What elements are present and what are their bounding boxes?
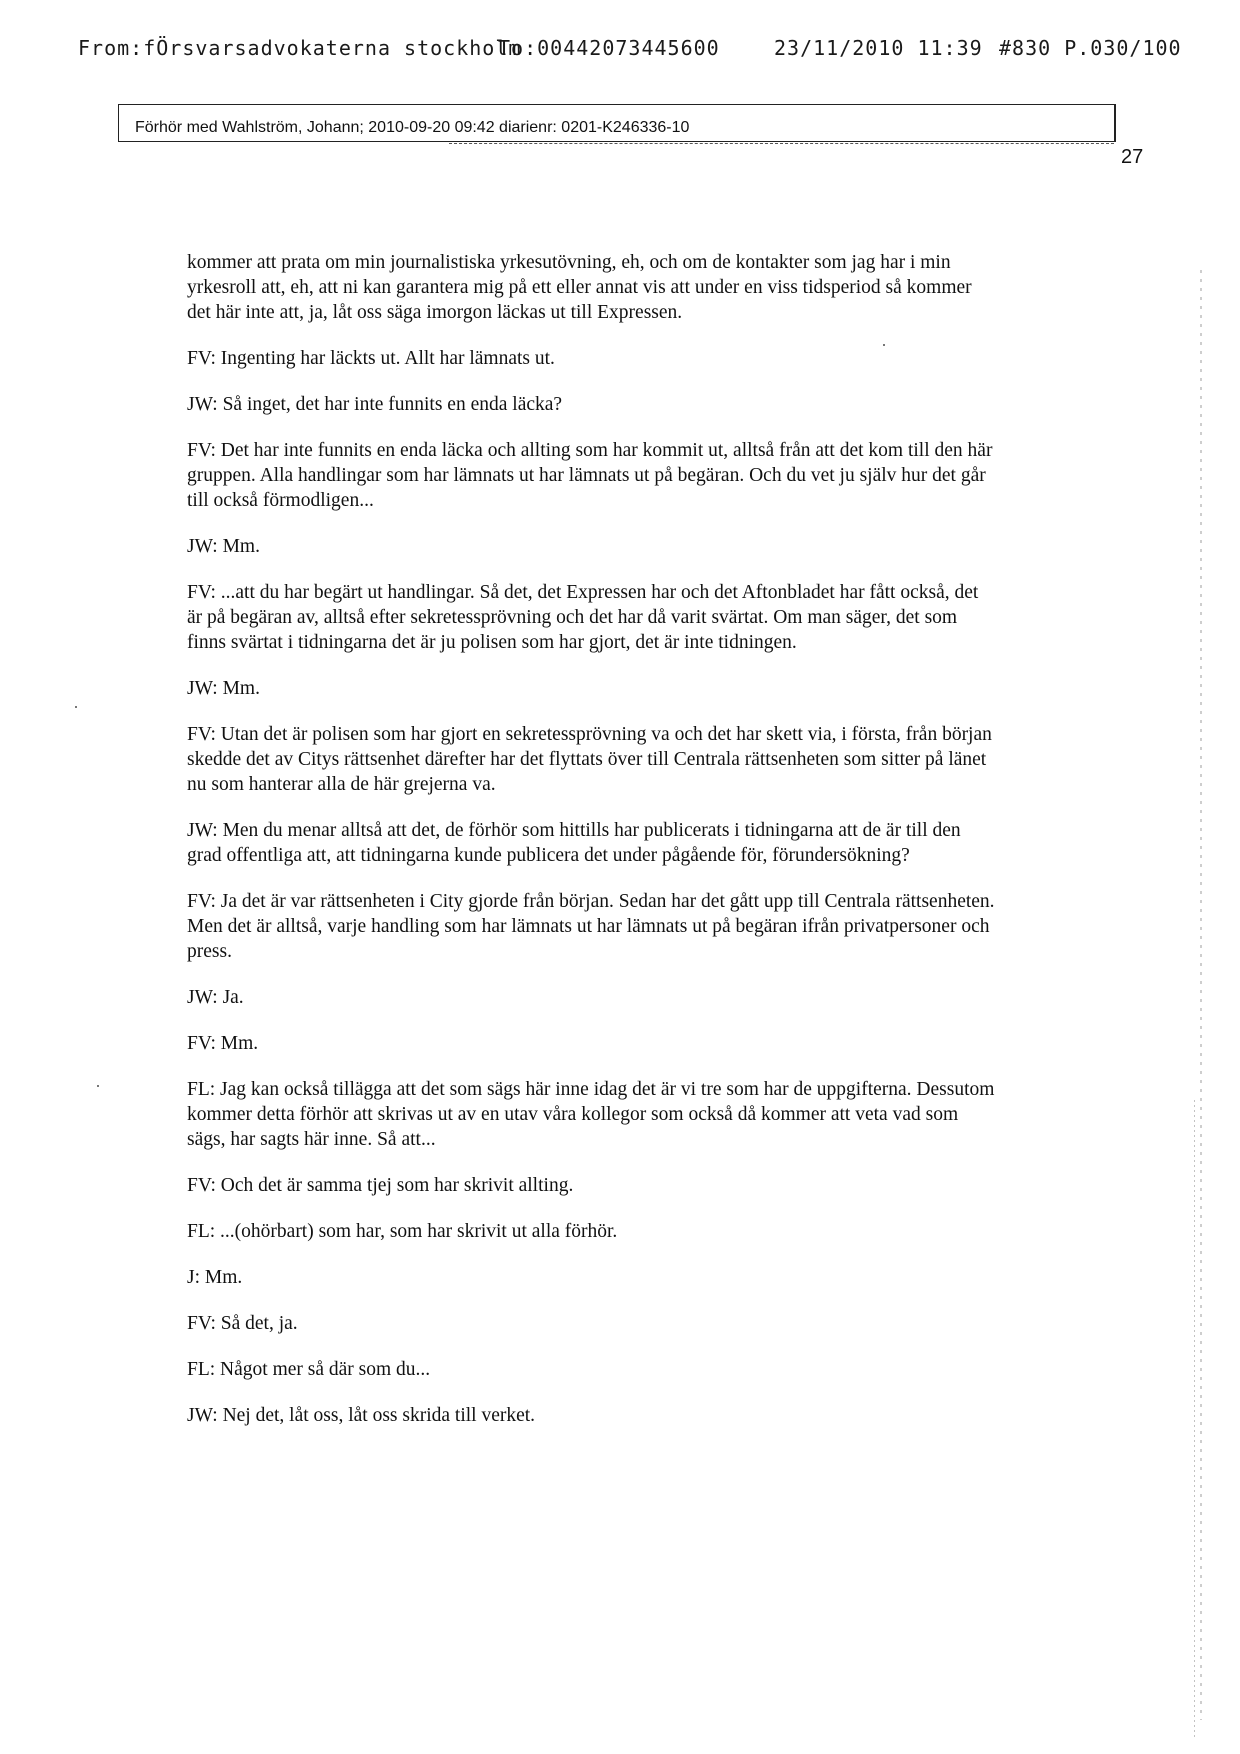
fax-datetime: 23/11/2010 11:39 (774, 36, 983, 60)
transcript-paragraph: FL: Något mer så där som du... (187, 1359, 431, 1380)
scan-speck (75, 706, 77, 708)
transcript-paragraph: JW: Mm. (187, 678, 260, 699)
fax-page-counter: #830 P.030/100 (999, 36, 1182, 60)
scan-margin-trace-secondary (1194, 1100, 1195, 1740)
transcript-paragraph: FV: ...att du har begärt ut handlingar. Så det, det Expressen har och det Aftonbladet har fått också, det är på begäran av, alltså efter sekretessprövning och det har då varit svärtat. Om man säger, det som finns svärtat i tidningarna det är ju polisen som har gjort, det är inte tidningen. (187, 582, 979, 653)
transcript-paragraph: FV: Utan det är polisen som har gjort en sekretessprövning va och det har skett via, i första, från början skedde det av Citys rättsenhet därefter har det flyttats över till Centrala rättsenheten som sitter på länet nu som hanterar alla de här grejerna va. (187, 724, 992, 795)
transcript-paragraph: JW: Nej det, låt oss, låt oss skrida till verket. (187, 1405, 536, 1426)
header-dashed-rule (449, 143, 1114, 144)
transcript-paragraph: FV: Så det, ja. (187, 1313, 298, 1334)
transcript-paragraph: J: Mm. (187, 1267, 243, 1288)
transcript-paragraph: FL: ...(ohörbart) som har, som har skrivit ut alla förhör. (187, 1221, 618, 1242)
scan-speck (883, 344, 885, 346)
transcript-paragraph: FV: Det har inte funnits en enda läcka och allting som har kommit ut, alltså från att det kom till den här gruppen. Alla handlingar som har lämnats ut har lämnats ut på begäran. Och du vet ju själv hur det går till också förmodligen... (187, 440, 993, 511)
transcript-paragraph: JW: Så inget, det har inte funnits en enda läcka? (187, 394, 563, 415)
transcript-body (187, 250, 997, 1449)
document-header-box (118, 104, 1116, 142)
scan-margin-trace (1200, 270, 1202, 1720)
transcript-paragraph: FV: Ja det är var rättsenheten i City gjorde från början. Sedan har det gått upp till Centrala rättsenheten. Men det är alltså, varje handling som har lämnats ut har lämnats ut på begäran ifrån privatpersoner och press. (187, 891, 995, 962)
transcript-paragraph: FV: Ingenting har läckts ut. Allt har lämnats ut. (187, 348, 555, 369)
transcript-paragraph: kommer att prata om min journalistiska yrkesutövning, eh, och om de kontakter som jag har i min yrkesroll att, eh, att ni kan garantera mig på ett eller annat vis att under en viss tidsperiod så kommer det här inte att, ja, låt oss säga imorgon läckas ut till Expressen. (187, 252, 972, 323)
page-number: 27 (1121, 146, 1144, 168)
scan-speck (97, 1085, 99, 1087)
transcript-paragraph: FV: Och det är samma tjej som har skrivit allting. (187, 1175, 574, 1196)
fax-sender: From:fÖrsvarsadvokaterna stockholm (78, 36, 522, 60)
transcript-paragraph: JW: Men du menar alltså att det, de förhör som hittills har publicerats i tidningarna att de är till den grad offentliga att, att tidningarna kunde publicera det under pågående för, förundersökning? (187, 820, 961, 866)
transcript-paragraph: JW: Mm. (187, 536, 260, 557)
transcript-paragraph: FV: Mm. (187, 1033, 259, 1054)
fax-recipient: To:00442073445600 (498, 36, 720, 60)
fax-header (78, 36, 1182, 66)
document-title: Förhör med Wahlström, Johann; 2010-09-20 09:42 diarienr: 0201-K246336-10 (135, 119, 690, 136)
transcript-paragraph: FL: Jag kan också tillägga att det som sägs här inne idag det är vi tre som har de uppgifterna. Dessutom kommer detta förhör att skrivas ut av en utav våra kollegor som också då kommer att veta vad som sägs, har sagts här inne. Så att... (187, 1079, 995, 1150)
transcript-paragraph: JW: Ja. (187, 987, 244, 1008)
